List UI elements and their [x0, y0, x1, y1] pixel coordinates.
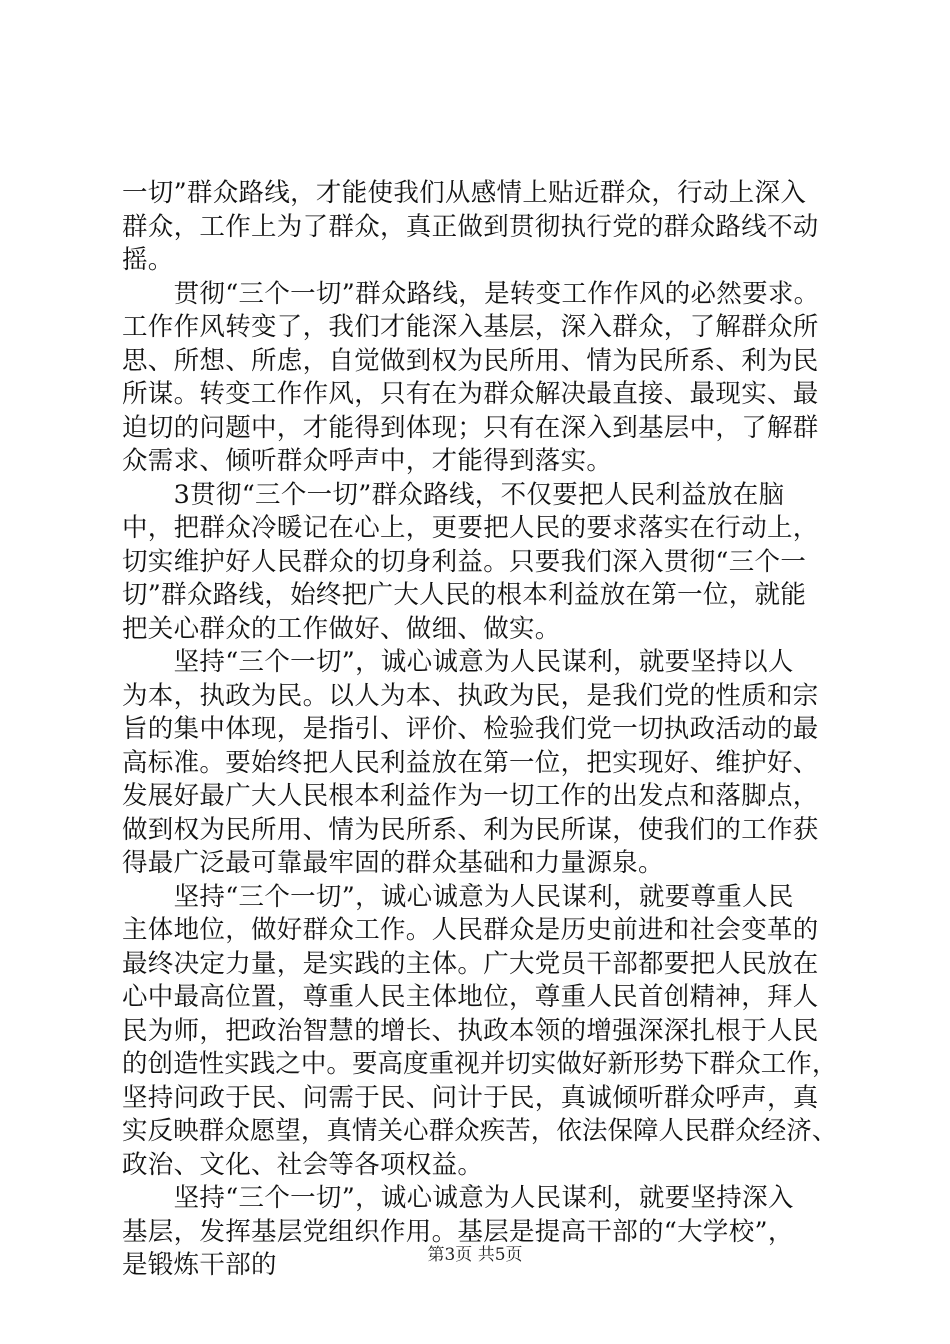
text-line: 迫切的问题中，才能得到体现；只有在深入到基层中，了解群: [122, 412, 819, 443]
text-line: 所谋。转变工作作风，只有在为群众解决最直接、最现实、最: [122, 379, 819, 409]
text-line: 的创造性实践之中。要高度重视并切实做好新形势下群众工作，: [122, 1049, 838, 1079]
text-line: 群众，工作上为了群众，真正做到贯彻执行党的群众路线不动: [122, 211, 819, 242]
text-line: 最终决定力量，是实践的主体。广大党员干部都要把人民放在: [122, 948, 819, 979]
text-line: 一切”群众路线，才能使我们从感情上贴近群众，行动上深入: [122, 178, 807, 208]
text-line: 基层，发挥基层党组织作用。基层是提高干部的“大学校”，: [122, 1216, 794, 1247]
text-line: 得最广泛最可靠最牢固的群众基础和力量源泉。: [122, 848, 664, 878]
text-line: 主体地位，做好群众工作。人民群众是历史前进和社会变革的: [122, 915, 819, 945]
text-line: 政治、文化、社会等各项权益。: [122, 1149, 484, 1180]
text-line: 心中最高位置，尊重人民主体地位，尊重人民首创精神，拜人: [122, 982, 819, 1012]
text-line: 坚持问政于民、问需于民、问计于民，真诚倾听群众呼声，真: [122, 1082, 819, 1113]
page-number-footer: 第3页 共5页: [427, 1245, 523, 1265]
text-line: 坚持“三个一切”，诚心诚意为人民谋利，就要尊重人民: [122, 881, 794, 912]
text-line: 为本，执政为民。以人为本、执政为民，是我们党的性质和宗: [122, 680, 819, 711]
text-line: 众需求、倾听群众呼声中，才能得到落实。: [122, 446, 613, 476]
text-line: 坚持“三个一切”，诚心诚意为人民谋利，就要坚持深入: [122, 1183, 794, 1213]
text-line: 是锻炼干部的: [122, 1250, 277, 1280]
text-line: 旨的集中体现，是指引、评价、检验我们党一切执政活动的最: [122, 714, 819, 744]
text-line: 实反映群众愿望，真情关心群众疾苦，依法保障人民群众经济、: [122, 1116, 838, 1146]
text-line: 贯彻“三个一切”群众路线，是转变工作作风的必然要求。: [122, 278, 820, 309]
text-line: 切”群众路线，始终把广大人民的根本利益放在第一位，就能: [122, 580, 807, 610]
text-line: 思、所想、所虑，自觉做到权为民所用、情为民所系、利为民: [122, 345, 819, 376]
text-line: 坚持“三个一切”，诚心诚意为人民谋利，就要坚持以人: [122, 647, 794, 677]
text-line: 摇。: [122, 245, 174, 275]
text-line: 发展好最广大人民根本利益作为一切工作的出发点和落脚点，: [122, 781, 819, 811]
text-line: 民为师，把政治智慧的增长、执政本领的增强深深扎根于人民: [122, 1015, 819, 1046]
text-line: 做到权为民所用、情为民所系、利为民所谋，使我们的工作获: [122, 814, 819, 845]
text-line: 切实维护好人民群众的切身利益。只要我们深入贯彻“三个一: [122, 546, 807, 577]
document-body: [122, 177, 840, 1283]
text-line: 把关心群众的工作做好、做细、做实。: [122, 613, 561, 644]
text-line: 3贯彻“三个一切”群众路线，不仅要把人民利益放在脑: [122, 479, 785, 510]
text-line: 中，把群众冷暖记在心上，更要把人民的要求落实在行动上，: [122, 513, 819, 543]
text-line: 工作作风转变了，我们才能深入基层，深入群众，了解群众所: [122, 312, 819, 342]
text-line: 高标准。要始终把人民利益放在第一位，把实现好、维护好、: [122, 747, 819, 778]
